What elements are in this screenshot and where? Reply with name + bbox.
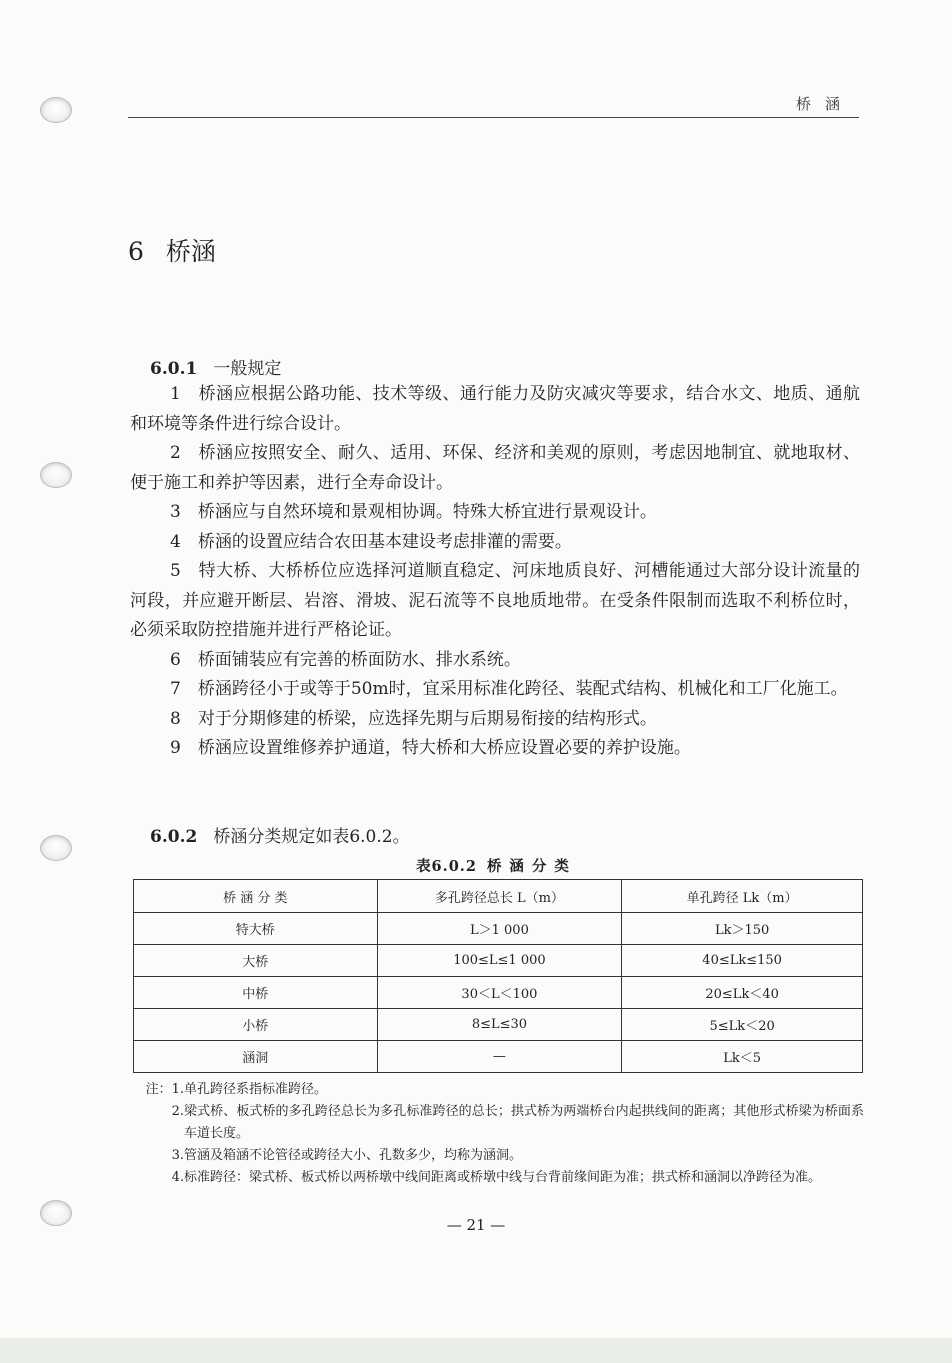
note-number: 2. [171,1104,184,1119]
note-item [132,1145,864,1167]
clause-item: 5 特大桥、大桥桥位应选择河道顺直稳定、河床地质良好、河槽能通过大部分设计流量的河段，并应避开断层、岩溶、滑坡、泥石流等不良地质地带。在受条件限制而选取不利桥位时，必须采取防控措施并进行严格论证。 [130,561,860,640]
table-cell: — [377,1041,622,1073]
clause-item: 6 桥面铺装应有完善的桥面防水、排水系统。 [170,649,521,670]
clause-item: 4 桥涵的设置应结合农田基本建设考虑排灌的需要。 [170,531,572,552]
table-header-cell: 多孔跨径总长 L（m） [377,880,622,913]
chapter-name: 桥涵 [165,237,216,266]
page-number: — 21 — [446,1216,506,1234]
table-cell: 20≤Lk＜40 [622,977,863,1009]
table-caption-number: 表6.0.2 [416,858,477,875]
table-row [134,977,863,1009]
chapter-number: 6 [128,237,144,266]
table-row [134,913,863,945]
note-text: 单孔跨径系指标准跨径。 [184,1082,328,1097]
clause-item: 7 桥涵跨径小于或等于50m时，宜采用标准化跨径、装配式结构、机械化和工厂化施工。 [170,679,848,699]
chapter-title [128,232,216,268]
punch-hole [40,835,72,861]
table-cell: 8≤L≤30 [377,1009,622,1041]
table-cell: Lk＜5 [622,1041,863,1073]
note-prefix: 注： [145,1082,172,1097]
clause-item: 8 对于分期修建的桥梁，应选择先期与后期易衔接的结构形式。 [170,708,657,729]
note-number: 4. [171,1170,184,1185]
table-caption-title: 桥涵分类 [486,858,577,875]
table-cell: 大桥 [134,945,378,977]
punch-hole [40,462,72,488]
note-item [132,1101,864,1145]
note-text: 标准跨径：梁式桥、板式桥以两桥墩中线间距离或桥墩中线与台背前缘间距为准；拱式桥和涵洞以净跨径为准。 [184,1170,822,1185]
table-header-cell: 单孔跨径 Lk（m） [622,880,863,913]
table-row [134,945,863,977]
scan-edge-band [0,1338,952,1363]
clause-602-text: 桥涵分类规定如表6.0.2。 [213,827,410,847]
table-cell: 涵洞 [134,1041,378,1073]
table-cell: 30＜L＜100 [377,977,622,1009]
note-text: 管涵及箱涵不论管径或跨径大小、孔数多少，均称为涵洞。 [184,1148,523,1163]
table-header-row [134,880,863,913]
table-cell: 特大桥 [134,913,378,945]
table-header-cell: 桥 涵 分 类 [134,880,378,913]
bridge-classification-table [133,879,863,1073]
table-cell: 5≤Lk＜20 [622,1009,863,1041]
clause-item: 9 桥涵应设置维修养护通道，特大桥和大桥应设置必要的养护设施。 [170,738,691,758]
clause-601-body [130,380,860,764]
clause-item: 2 桥涵应按照安全、耐久、适用、环保、经济和美观的原则，考虑因地制宜、就地取材、便于施工和养护等因素，进行全寿命设计。 [130,443,860,493]
table-notes [132,1079,864,1189]
note-item [132,1079,864,1101]
table-cell: 40≤Lk≤150 [622,945,863,977]
table-cell: 小桥 [134,1009,378,1041]
clause-601-heading [150,354,281,379]
table-cell: L＞1 000 [377,913,622,945]
note-number: 1. [171,1082,184,1097]
running-head: 桥涵 [796,95,855,113]
note-label [132,1079,184,1101]
clause-601-number: 6.0.1 [150,359,198,379]
table-caption [130,855,863,876]
clause-601-title: 一般规定 [213,359,282,379]
table-row [134,1009,863,1041]
table-cell: 中桥 [134,977,378,1009]
clause-item: 1 桥涵应根据公路功能、技术等级、通行能力及防灾减灾等要求，结合水文、地质、通航和环境等条件进行综合设计。 [130,384,860,434]
clause-602-number: 6.0.2 [150,827,198,847]
table-cell: 100≤L≤1 000 [377,945,622,977]
table-cell: Lk＞150 [622,913,863,945]
note-item [132,1167,864,1189]
punch-hole [40,97,72,123]
note-text: 梁式桥、板式桥的多孔跨径总长为多孔标准跨径的总长；拱式桥为两端桥台内起拱线间的距离；其他形式桥梁为桥面系车道长度。 [184,1104,864,1141]
clause-item: 3 桥涵应与自然环境和景观相协调。特殊大桥宜进行景观设计。 [170,502,657,522]
header-rule [128,117,859,118]
note-number: 3. [171,1148,184,1163]
clause-602-heading [150,822,410,847]
table-row [134,1041,863,1073]
